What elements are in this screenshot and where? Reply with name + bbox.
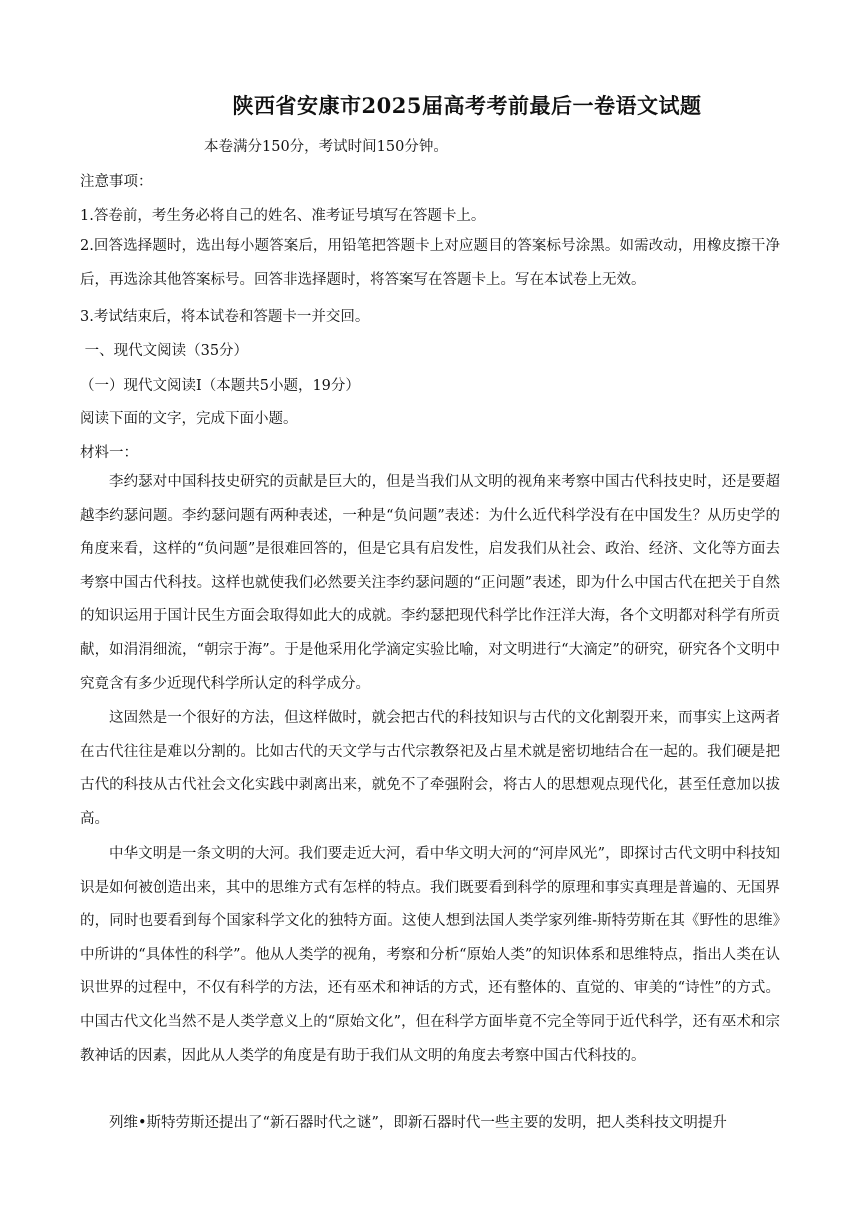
section-heading: 一、现代文阅读（35分） [80, 343, 249, 359]
paragraph-1: 李约瑟对中国科技史研究的贡献是巨大的，但是当我们从文明的视角来考察中国古代科技史时，还是要超越李约瑟问题。李约瑟问题有两种表述，一种是“负问题”表述：为什么近代科学没有在中国发生？从历史学的角度来看，这样的“负问题”是很难回答的，但是它具有启发性，启发我们从社会、政治、经济、文化等方面去考察中国古代科技。这样也就使我们必然要关注李约瑟问题的“正问题”表述，即为什么中国古代在把关于自然的知识运用于国计民生方面会取得如此大的成就。李约瑟把现代科学比作汪洋大海，各个文明都对科学有所贡献，如涓涓细流，“朝宗于海”。于是他采用化学滴定实验比喻，对文明进行“大滴定”的研究，研究各个文明中究竟含有多少近现代科学所认定的科学成分。 [80, 474, 780, 692]
paragraph-3: 中华文明是一条文明的大河。我们要走近大河，看中华文明大河的“河岸风光”，即探讨古代文明中科技知识是如何被创造出来，其中的思维方式有怎样的特点。我们既要看到科学的原理和事实真理是普遍的、无国界的，同时也要看到每个国家科学文化的独特方面。这使人想到法国人类学家列维-斯特劳斯在其《野性的思维》中所讲的“具体性的科学”。他从人类学的视角，考察和分析“原始人类”的知识体系和思维特点，指出人类在认识世界的过程中，不仅有科学的方法，还有巫术和神话的方式，还有整体的、直觉的、审美的“诗性”的方式。中国古代文化当然不是人类学意义上的“原始文化”，但在科学方面毕竟不完全等同于近代科学，还有巫术和宗教神话的因素，因此从人类学的角度是有助于我们从文明的角度去考察中国古代科技的。 [80, 846, 780, 1064]
notice-item-3: 3.考试结束后，将本试卷和答题卡一并交回。 [80, 309, 370, 325]
subsection-heading: （一）现代文阅读Ⅰ（本题共5小题，19分） [80, 378, 360, 394]
notice-item-2: 2.回答选择题时，选出每小题答案后，用铅笔把答题卡上对应题目的答案标号涂黑。如需改动，用橡皮擦干净后，再选涂其他答案标号。回答非选择题时，将答案写在答题卡上。写在本试卷上无效。 [80, 238, 780, 288]
notice-heading: 注意事项： [80, 174, 153, 190]
reading-instruction: 阅读下面的文字，完成下面小题。 [80, 411, 298, 427]
notice-item-1: 1.答卷前，考生务必将自己的姓名、准考证号填写在答题卡上。 [80, 208, 486, 224]
exam-subtitle: 本卷满分150分，考试时间150分钟。 [204, 139, 448, 155]
material-label: 材料一： [80, 445, 138, 461]
exam-title: 陕西省安康市2025届高考考前最后一卷语文试题 [232, 93, 702, 118]
paragraph-4: 列维•斯特劳斯还提出了“新石器时代之谜”，即新石器时代一些主要的发明，把人类科技文明提升 [109, 1115, 727, 1131]
paragraph-2: 这固然是一个很好的方法，但这样做时，就会把古代的科技知识与古代的文化割裂开来，而事实上这两者在古代往往是难以分割的。比如古代的天文学与古代宗教祭祀及占星术就是密切地结合在一起的。我们硬是把古代的科技从古代社会文化实践中剥离出来，就免不了牵强附会，将古人的思想观点现代化，甚至任意加以拔高。 [80, 710, 780, 827]
